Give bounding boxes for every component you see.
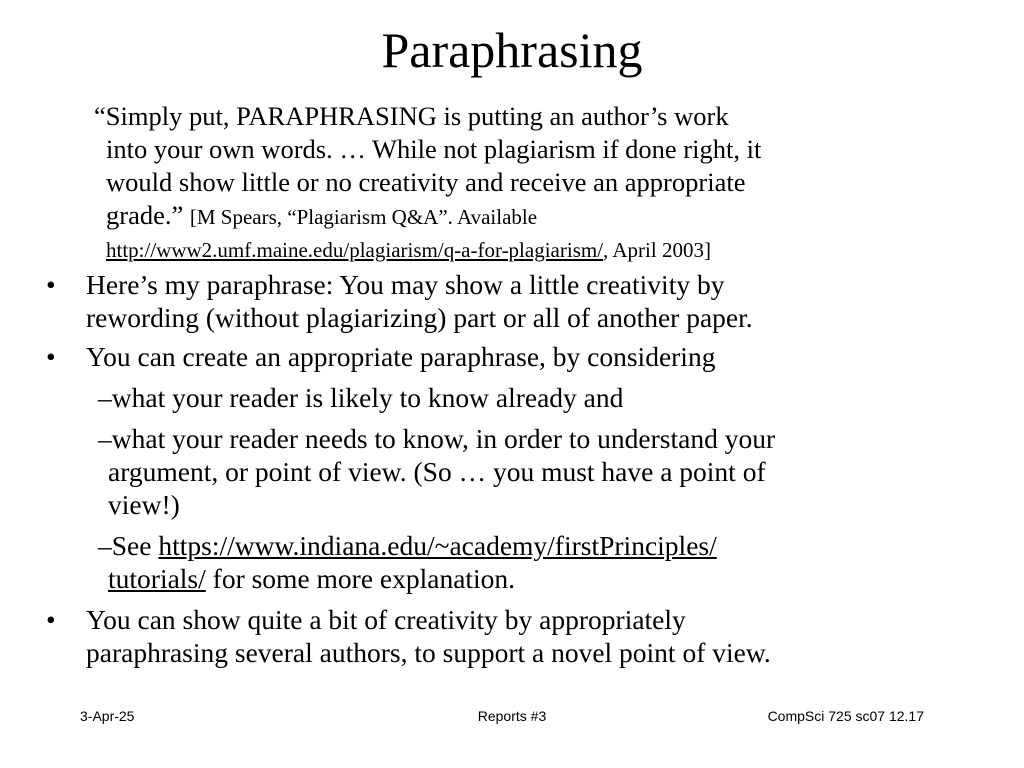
subitem-1-line-1: –what your reader is likely to know already and: [98, 382, 624, 413]
bullet-3-line-1: You can show quite a bit of creativity by appropriately: [86, 604, 686, 635]
subitem-2: [98, 422, 998, 521]
quote-line-2: into your own words. … While not plagiarism if done right, it: [106, 134, 762, 164]
subitem-3-prefix: –See: [98, 530, 159, 561]
bullet-1-line-2: rewording (without plagiarizing) part or all of another paper.: [86, 302, 753, 333]
quote-citation: [M Spears, “Plagiarism Q&A”. Available: [189, 205, 538, 229]
bullet-2-line-1: You can create an appropriate paraphrase, by considering: [86, 341, 716, 372]
citation-link[interactable]: http://www2.umf.maine.edu/plagiarism/q-a-for-plagiarism/: [106, 238, 604, 262]
quote-line-1: “Simply put, PARAPHRASING is putting an author’s work: [94, 101, 729, 131]
bullet-marker: •: [46, 341, 56, 372]
quote-line-5: [94, 234, 974, 267]
bullet-text: [86, 268, 996, 334]
bullet-1-line-1: Here’s my paraphrase: You may show a little creativity by: [86, 269, 725, 300]
bullet-marker: •: [46, 604, 56, 635]
quote-last-text: grade.”: [106, 200, 190, 230]
slide-title: Paraphrasing: [381, 22, 643, 78]
subitem-3-line-1: [98, 529, 998, 562]
quote-line-4: [94, 199, 974, 234]
tutorial-link-continued[interactable]: tutorials/: [108, 563, 206, 594]
footer-date: 3-Apr-25: [80, 708, 135, 724]
subitem-2-line-1: –what your reader needs to know, in order to understand your: [98, 423, 776, 454]
subitem-1: [98, 381, 998, 414]
footer-slide-id: CompSci 725 sc07 12.17: [767, 708, 924, 724]
citation-end: , April 2003]: [603, 238, 711, 262]
subitem-2-line-3: view!): [108, 489, 180, 520]
footer-center: Reports #3: [477, 708, 547, 724]
bullet-3-line-2: paraphrasing several authors, to support a novel point of view.: [86, 637, 771, 668]
subitem-3-suffix: for some more explanation.: [205, 563, 516, 594]
subitem-3: [98, 529, 998, 595]
subitem-2-line-2: argument, or point of view. (So … you must have a point of: [108, 456, 766, 487]
bullet-marker: •: [46, 269, 56, 300]
quote-line-3: would show little or no creativity and receive an appropriate: [106, 167, 746, 197]
quote-block: [94, 100, 974, 267]
bullet-text: [86, 340, 996, 373]
subitem-3-line-2: [98, 562, 998, 595]
tutorial-link[interactable]: https://www.indiana.edu/~academy/firstPrinciples/: [158, 530, 717, 561]
bullet-text: [86, 603, 996, 669]
